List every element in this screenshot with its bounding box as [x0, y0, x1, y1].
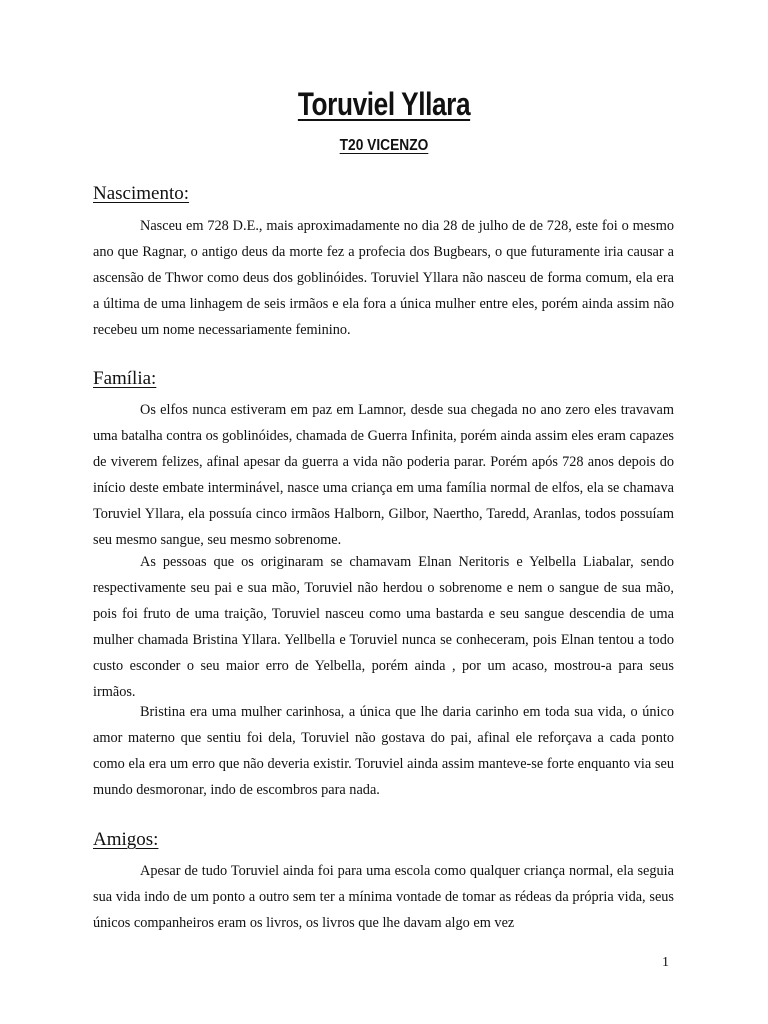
section-heading-familia: Família: — [93, 368, 157, 389]
section-heading-amigos: Amigos: — [93, 829, 159, 850]
document-subtitle: T20 VICENZO — [339, 137, 429, 154]
paragraph-nascimento-1: Nasceu em 728 D.E., mais aproximadamente no dia 28 de julho de de 728, este foi o mesmo ano que Ragnar, o antigo deus da morte fez a profecia dos Bugbears, o que futuramente iria causar a ascensão de Thwor como deus dos goblinóides. Toruviel Yllara não nasceu de forma comum, ela era a última de uma linhagem de seis irmãos e ela fora a única mulher entre eles, porém ainda assim não recebeu um nome necessariamente feminino. — [93, 218, 674, 338]
document-title: Toruviel Yllara — [297, 86, 471, 122]
section-heading-nascimento: Nascimento: — [93, 183, 190, 204]
paragraph-amigos-1: Apesar de tudo Toruviel ainda foi para uma escola como qualquer criança normal, ela seguia sua vida indo de um ponto a outro sem ter a mínima vontade de tomar as rédeas da própria vida, seus únicos companheiros eram os livros, os livros que lhe davam algo em vez — [93, 863, 674, 931]
paragraph-familia-1: Os elfos nunca estiveram em paz em Lamnor, desde sua chegada no ano zero eles travavam uma batalha contra os goblinóides, chamada de Guerra Infinita, porém ainda assim eles eram capazes de viverem felizes, afinal apesar da guerra a vida não poderia parar. Porém após 728 anos depois do início deste embate interminável, nasce uma criança em uma família normal de elfos, ela se chamava Toruviel Yllara, ela possuía cinco irmãos Halborn, Gilbor, Naertho, Taredd, Aranlas, todos possuíam seu mesmo sangue, seu mesmo sobrenome. — [93, 402, 674, 548]
paragraph-familia-2: As pessoas que os originaram se chamavam Elnan Neritoris e Yelbella Liabalar, sendo respectivamente seu pai e sua mão, Toruviel não herdou o sobrenome e nem o sangue de sua mão, pois foi fruto de uma traição, Toruviel nasceu como uma bastarda e seu sangue descendia de uma mulher chamada Bristina Yllara. Yellbella e Toruviel nunca se conheceram, pois Elnan tentou a todo custo esconder o seu maior erro de Yelbella, porém ainda , por um acaso, mostrou-a para seus irmãos. — [93, 554, 674, 700]
page-number: 1 — [662, 955, 669, 970]
paragraph-familia-3: Bristina era uma mulher carinhosa, a única que lhe daria carinho em toda sua vida, o único amor materno que sentiu foi dela, Toruviel não gostava do pai, afinal ele reforçava a cada ponto como ela era um erro que não deveria existir. Toruviel ainda assim manteve-se forte enquanto via seu mundo desmoronar, indo de escombros para nada. — [93, 704, 674, 798]
